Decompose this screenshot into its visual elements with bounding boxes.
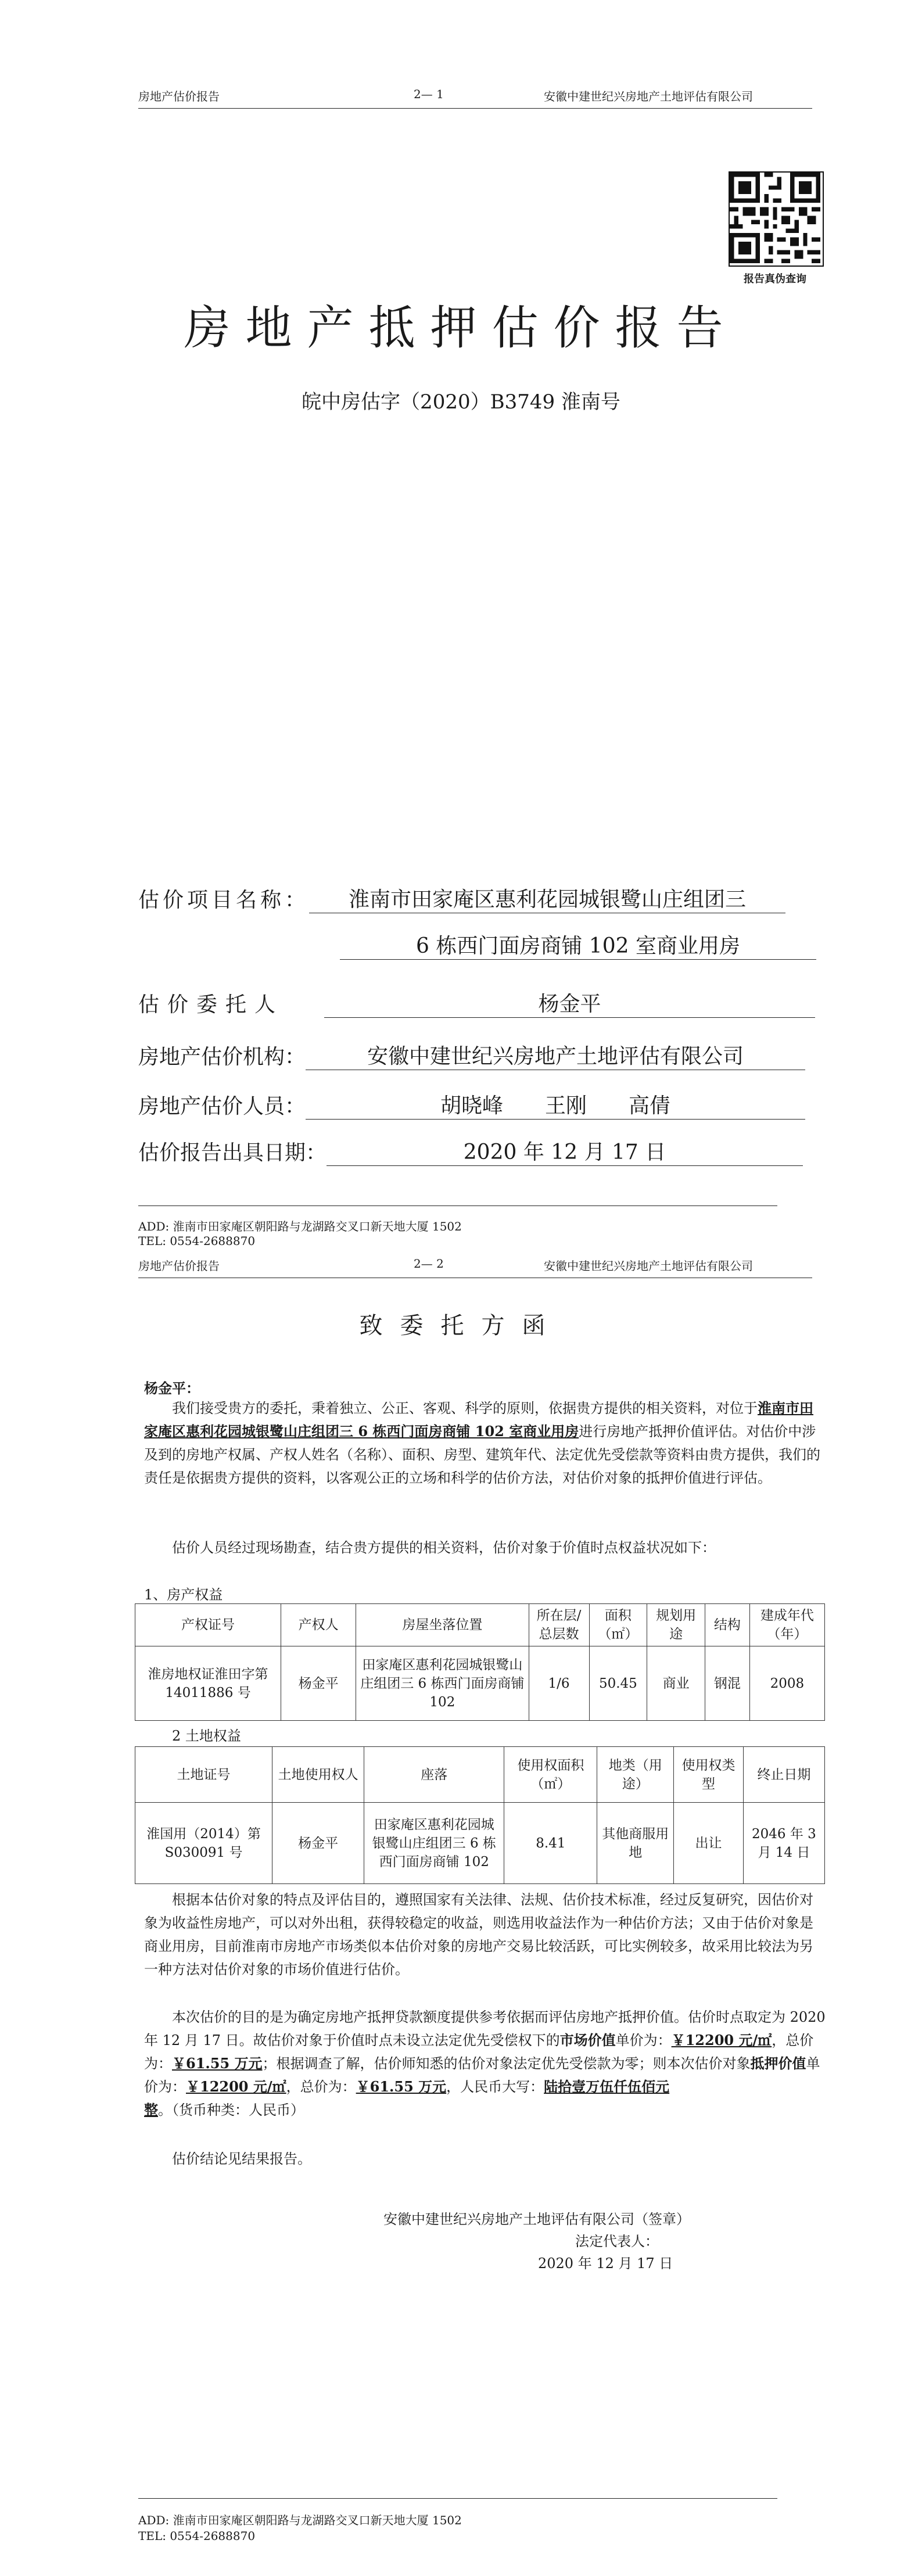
report-date-label: 估价报告出具日期： (138, 1141, 327, 1165)
market-unit-price: ￥12200 元/㎡ (671, 2032, 772, 2048)
rights-paragraph: 估价人员经过现场勘查，结合贵方提供的相关资料，估价对象于价值时点权益状况如下： (172, 1540, 716, 1556)
table-header-cell: 使用权面积（㎡） (504, 1747, 597, 1803)
project-name-label: 估价项目名称： (138, 888, 310, 912)
report-date-value: 2020 年 12 月 17 日 (327, 1136, 803, 1166)
mortgage-total-price: ￥61.55 万元 (356, 2078, 447, 2095)
conclusion-text-o: 。（货币种类：人民币） (158, 2102, 304, 2118)
table-row (135, 1803, 825, 1884)
table-header-cell: 房屋坐落位置 (356, 1604, 529, 1646)
table-cell: 田家庵区惠利花园城银鹭山庄组团三 6 栋西门面房商铺 102 (364, 1803, 504, 1884)
agency-value: 安徽中建世纪兴房地产土地评估有限公司 (306, 1040, 805, 1070)
conclusion-text-m: ，人民币大写： (446, 2079, 544, 2095)
qr-caption: 报告真伪查询 (744, 273, 806, 285)
table-header-cell: 规划用途 (647, 1604, 705, 1646)
amount-in-words: 陆拾壹万伍仟伍佰元整 (144, 2078, 670, 2118)
client-label: 估价委托人 (138, 993, 284, 1017)
conclusion-paragraph (144, 2005, 827, 2122)
appraisers-value: 胡晓峰 王刚 高倩 (306, 1089, 805, 1120)
header-page-number: 2— 1 (414, 87, 444, 101)
agency-label: 房地产估价机构： (138, 1045, 306, 1069)
table-cell: 杨金平 (281, 1646, 356, 1721)
table-cell: 8.41 (504, 1803, 597, 1884)
conclusion-text-i: 单价为： (144, 2055, 820, 2095)
table-header-cell: 产权证号 (135, 1604, 281, 1646)
table-cell: 2008 (749, 1646, 824, 1721)
table-header-cell: 结构 (705, 1604, 750, 1646)
table-cell: 钢混 (705, 1646, 750, 1721)
report-number: 皖中房估字（2020）B3749 淮南号 (302, 390, 620, 414)
market-value-label: 市场价值 (559, 2032, 616, 2048)
conclusion-text-c: 单价为： (615, 2032, 672, 2048)
footer-rule (138, 2498, 777, 2499)
header-right: 安徽中建世纪兴房地产土地评估有限公司 (544, 1259, 753, 1273)
conclusion-text-a: 本次估价的目的是为确定房地产抵押贷款额度提供参考依据而评估房地产抵押价值。估价时点取定为 2020 年 12 月 17 日。故估价对象于价值时点未设立法定优先受偿权下的 (144, 2009, 826, 2048)
appraisers-row (138, 1089, 805, 1120)
header-rule (138, 108, 812, 109)
table-header-cell: 产权人 (281, 1604, 356, 1646)
table-header-cell: 地类（用途） (597, 1747, 674, 1803)
header-right: 安徽中建世纪兴房地产土地评估有限公司 (544, 89, 753, 103)
report-title: 房地产抵押估价报告 (184, 301, 738, 355)
signature-company: 安徽中建世纪兴房地产土地评估有限公司（签章） (383, 2211, 690, 2227)
table-cell: 淮国用（2014）第 S030091 号 (135, 1803, 272, 1884)
project-name-row (138, 883, 785, 913)
table-row (135, 1646, 825, 1721)
property-address: 淮南市田家庵区惠利花园城银鹭山庄组团三 6 栋西门面房商铺 102 室商业用房 (144, 1400, 813, 1440)
header-page-number: 2— 2 (414, 1257, 444, 1271)
table-header-cell: 所在层/总层数 (529, 1604, 589, 1646)
intro-text-a: 我们接受贵方的委托，秉着独立、公正、客观、科学的原则，依据贵方提供的相关资料，对位于 (172, 1400, 758, 1416)
table-cell: 1/6 (529, 1646, 589, 1721)
house-rights-table (135, 1603, 825, 1721)
table-cell: 田家庵区惠利花园城银鹭山庄组团三 6 栋西门面房商铺 102 (356, 1646, 529, 1721)
table-header-cell: 座落 (364, 1747, 504, 1803)
appraisers-label: 房地产估价人员： (138, 1095, 306, 1118)
signature-date: 2020 年 12 月 17 日 (538, 2255, 673, 2272)
intro-text-c: 进行房地产抵押价值评估。对估价中涉及到的房地产权属、产权人姓名（名称）、面积、房型、建筑年代、法定优先受偿款等资料由贵方提供，我们的责任是依据贵方提供的资料，以客观公正的立场和科学的估价方法，对估价对象的抵押价值进行评估。 (144, 1423, 820, 1486)
table-cell: 50.45 (589, 1646, 647, 1721)
table-cell: 淮房地权证淮田字第 14011886 号 (135, 1646, 281, 1721)
closing-line: 估价结论见结果报告。 (172, 2151, 311, 2167)
project-name-row-2 (340, 930, 816, 960)
table-cell: 杨金平 (272, 1803, 364, 1884)
table-header-cell: 终止日期 (743, 1747, 824, 1803)
mortgage-value-label: 抵押价值 (750, 2055, 806, 2072)
table-header-cell: 土地使用权人 (272, 1747, 364, 1803)
table-header-cell: 使用权类型 (674, 1747, 744, 1803)
table-header-row (135, 1747, 825, 1803)
footer-address: ADD: 淮南市田家庵区朝阳路与龙湖路交叉口新天地大厦 1502 (138, 1219, 462, 1233)
mortgage-unit-price: ￥12200 元/㎡ (186, 2078, 286, 2095)
table-header-cell: 面积（㎡） (589, 1604, 647, 1646)
conclusion-text-g: ；根据调查了解，估价师知悉的估价对象法定优先受偿款为零；则本次估价对象 (262, 2055, 751, 2072)
market-total-price: ￥61.55 万元 (172, 2055, 263, 2072)
intro-paragraph (144, 1397, 827, 1490)
project-name-line1: 淮南市田家庵区惠利花园城银鹭山庄组团三 (309, 883, 785, 913)
land-rights-title: 2 土地权益 (172, 1728, 241, 1744)
table-cell: 出让 (674, 1803, 744, 1884)
project-name-line2: 6 栋西门面房商铺 102 室商业用房 (340, 930, 816, 960)
method-paragraph: 根据本估价对象的特点及评估目的，遵照国家有关法律、法规、估价技术标准，经过反复研究，因估价对象为收益性房地产，可以对外出租，获得较稳定的收益，则选用收益法作为一种估价方法；又由于估价对象是商业用房，目前淮南市房地产市场类似本估价对象的房地产交易比较活跃，可比实例较多，故采用比较法为另一种方法对估价对象的市场价值进行估价。 (144, 1892, 813, 1978)
client-value: 杨金平 (324, 988, 815, 1018)
land-rights-table (135, 1746, 825, 1884)
conclusion-text-e: ，总价为： (144, 2032, 814, 2072)
table-cell: 2046 年 3 月 14 日 (743, 1803, 824, 1884)
agency-row (138, 1040, 805, 1070)
house-rights-title: 1、房产权益 (144, 1587, 223, 1603)
salutation: 杨金平： (144, 1380, 200, 1397)
footer-address: ADD: 淮南市田家庵区朝阳路与龙湖路交叉口新天地大厦 1502 (138, 2513, 462, 2527)
header-left: 房地产估价报告 (138, 1259, 220, 1273)
qr-code-icon (729, 171, 824, 267)
table-cell: 商业 (647, 1646, 705, 1721)
table-header-row (135, 1604, 825, 1646)
report-date-row (138, 1136, 803, 1166)
header-left: 房地产估价报告 (138, 89, 220, 103)
table-header-cell: 土地证号 (135, 1747, 272, 1803)
table-header-cell: 建成年代（年） (749, 1604, 824, 1646)
footer-tel: TEL: 0554-2688870 (138, 2529, 256, 2543)
letter-title: 致委托方函 (359, 1312, 563, 1339)
footer-tel: TEL: 0554-2688870 (138, 1234, 256, 1248)
table-cell: 其他商服用地 (597, 1803, 674, 1884)
signature-representative: 法定代表人： (575, 2233, 659, 2249)
client-row (138, 988, 815, 1018)
conclusion-text-k: ，总价为： (286, 2079, 356, 2095)
